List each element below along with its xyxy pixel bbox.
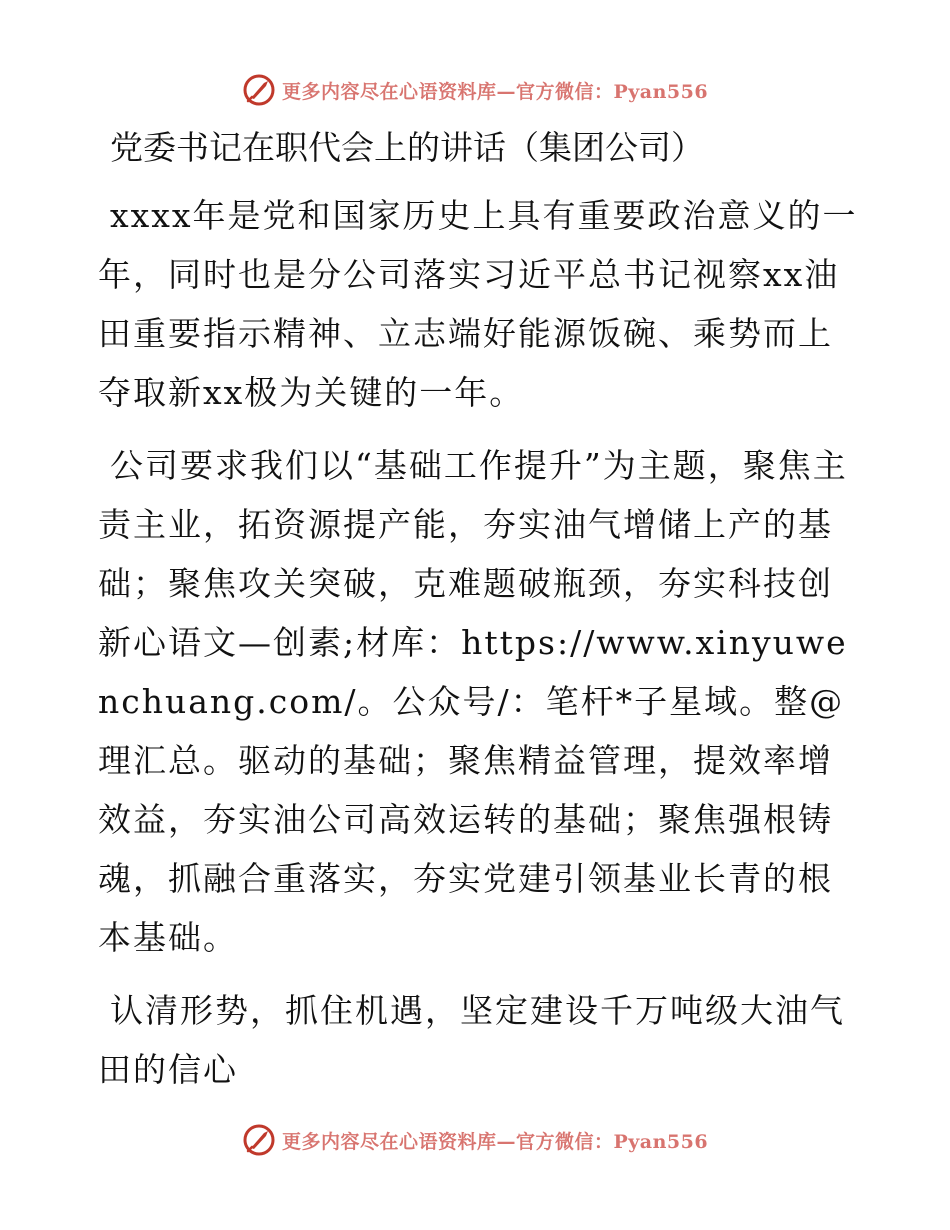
header-watermark-banner: [0, 70, 950, 110]
header-watermark-text: 更多内容尽在心语资料库—官方微信：Pyan556: [281, 80, 709, 103]
quill-pen-logo-icon: [242, 1123, 276, 1157]
document-body: [98, 124, 858, 1113]
footer-watermark-text: 更多内容尽在心语资料库—官方微信：Pyan556: [281, 1130, 709, 1153]
paragraph-1: xxxx年是党和国家历史上具有重要政治意义的一年，同时也是分公司落实习近平总书记视察xx油田重要指示精神、立志端好能源饭碗、乘势而上夺取新xx极为关键的一年。: [98, 196, 858, 412]
footer-watermark-banner: [0, 1120, 950, 1160]
paragraph-3: 认清形势，抓住机遇，坚定建设千万吨级大油气田的信心: [98, 991, 845, 1089]
paragraph-2: 公司要求我们以“基础工作提升”为主题，聚焦主责主业，拓资源提产能，夯实油气增储上产的基础；聚焦攻关突破，克难题破瓶颈，夯实科技创新心语文—创素;材库：https://www.xinyuwenchuang.com/。公众号/：笔杆*子星域。整@理汇总。驱动的基础；聚焦精益管理，提效率增效益，夯实油公司高效运转的基础；聚焦强根铸魂，抓融合重落实，夯实党建引领基业长青的根本基础。: [98, 446, 848, 957]
quill-pen-logo-icon: [242, 73, 276, 107]
document-title: 党委书记在职代会上的讲话（集团公司）: [110, 128, 704, 167]
